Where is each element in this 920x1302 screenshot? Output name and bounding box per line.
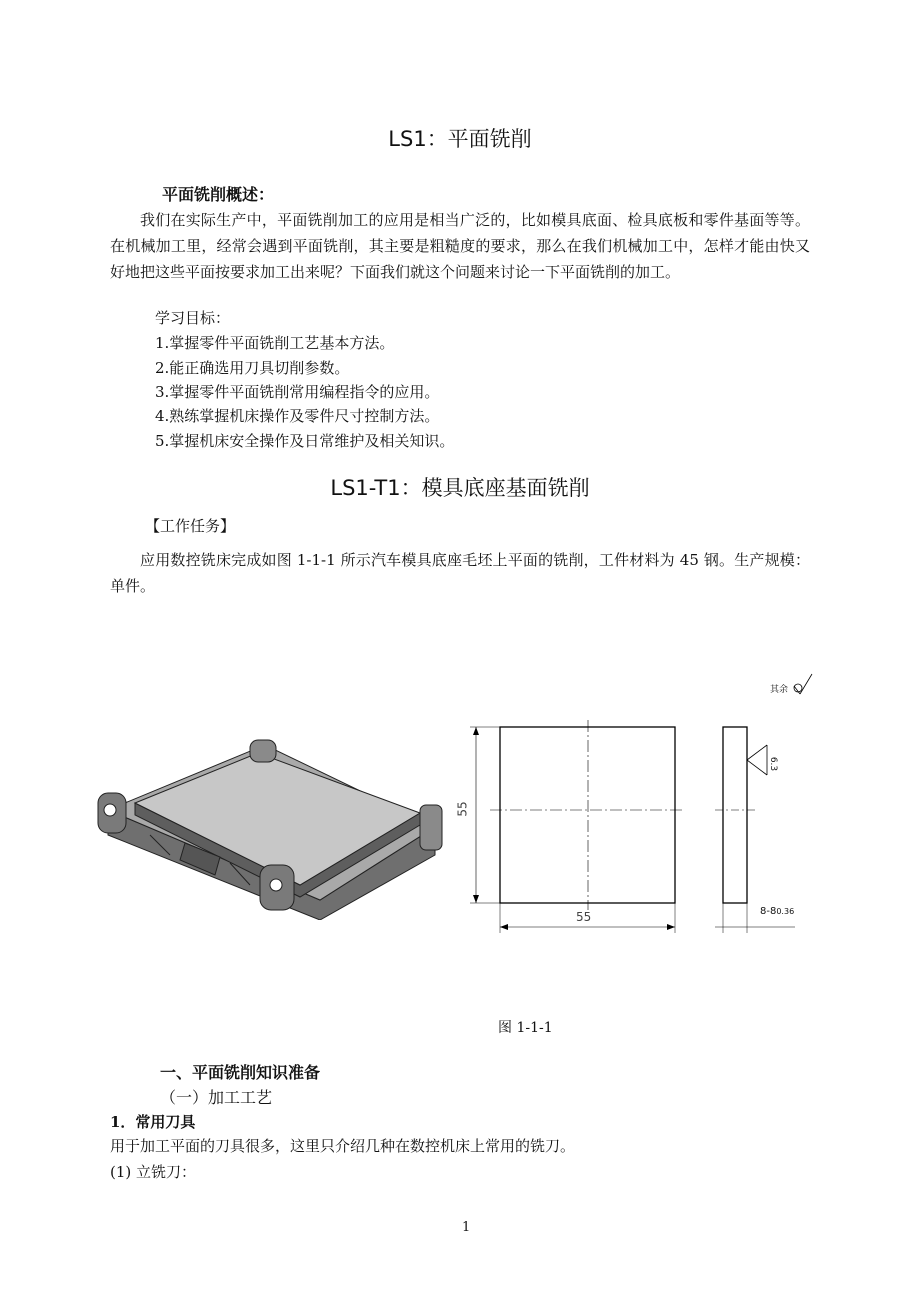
roughness-symbol-icon: [792, 672, 816, 696]
side-view-drawing: [705, 715, 805, 935]
dimension-height: 55: [455, 801, 470, 817]
section-1-list-item: (1) 立铣刀：: [110, 1163, 197, 1181]
page-title: LS1：平面铣削: [388, 127, 532, 151]
dimension-thickness: 8-80.36: [760, 906, 795, 917]
page-number: 1: [462, 1220, 471, 1235]
section-1-text: 用于加工平面的刀具很多，这里只介绍几种在数控机床上常用的铣刀。: [110, 1137, 576, 1155]
roughness-value: 6.3: [768, 756, 779, 772]
goal-item-4: 4.熟练掌握机床操作及零件尺寸控制方法。: [155, 407, 440, 425]
task-paragraph: 应用数控铣床完成如图 1-1-1 所示汽车模具底座毛坯上平面的铣削，工件材料为 45 钢。生产规模：单件。: [110, 551, 810, 595]
front-view-drawing: [460, 715, 700, 935]
task-title: LS1-T1：模具底座基面铣削: [330, 476, 590, 500]
roughness-note: 其余: [770, 685, 789, 695]
overview-heading: 平面铣削概述：: [162, 185, 275, 204]
section-1-subtitle: （一）加工工艺: [160, 1088, 273, 1107]
section-1-title: 一、平面铣削知识准备: [160, 1063, 321, 1082]
task-bracket-heading: 【工作任务】: [145, 517, 236, 535]
goal-item-1: 1.掌握零件平面铣削工艺基本方法。: [155, 334, 395, 352]
dimension-width: 55: [576, 910, 592, 924]
overview-paragraph: 我们在实际生产中，平面铣削加工的应用是相当广泛的，比如模具底面、检具底板和零件基面等等。在机械加工里，经常会遇到平面铣削，其主要是粗糙度的要求，那么在我们机械加工中，怎样才能由快又好地把这些平面按要求加工出来呢？下面我们就这个问题来讨论一下平面铣削的加工。: [110, 211, 810, 281]
goal-item-5: 5.掌握机床安全操作及日常维护及相关知识。: [155, 432, 455, 450]
mold-base-3d-view: [90, 735, 460, 920]
figure-caption: 图 1-1-1: [498, 1020, 553, 1036]
goal-item-2: 2.能正确选用刀具切削参数。: [155, 359, 350, 377]
goals-label: 学习目标：: [155, 309, 231, 327]
section-1-item: 1．常用刀具: [110, 1113, 196, 1131]
goal-item-3: 3.掌握零件平面铣削常用编程指令的应用。: [155, 383, 440, 401]
